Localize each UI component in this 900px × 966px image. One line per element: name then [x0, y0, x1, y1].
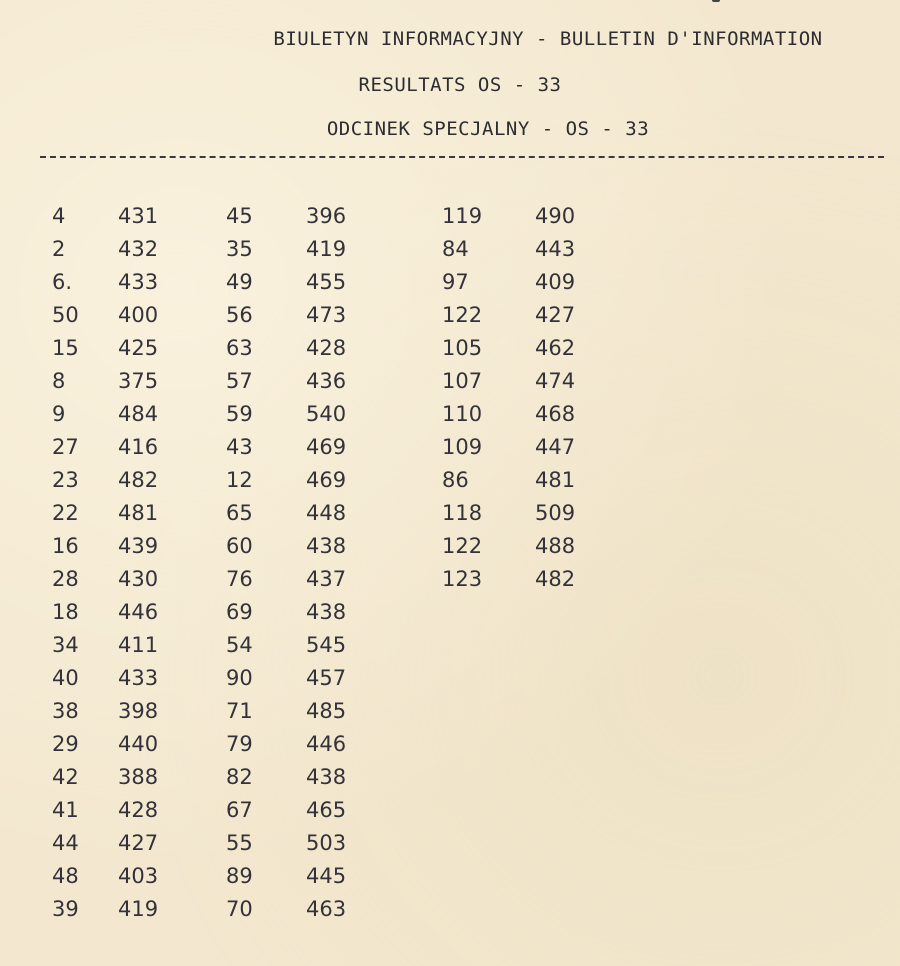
result-cell: 463	[306, 897, 347, 921]
result-cell: 4	[52, 204, 66, 228]
result-cell: 48	[52, 864, 79, 888]
result-cell: 409	[535, 270, 576, 294]
result-cell: 76	[226, 567, 253, 591]
result-cell: 123	[442, 567, 483, 591]
result-cell: 419	[306, 237, 347, 261]
results-title: RESULTATS OS - 33	[358, 74, 562, 96]
results-column-3	[226, 200, 253, 926]
result-cell: 448	[306, 501, 347, 525]
result-cell: 43	[226, 435, 253, 459]
result-cell: 35	[226, 237, 253, 261]
result-cell: 82	[226, 765, 253, 789]
result-cell: 67	[226, 798, 253, 822]
results-column-1	[52, 200, 79, 926]
result-cell: 462	[535, 336, 576, 360]
result-cell: 443	[535, 237, 576, 261]
result-cell: 433	[118, 270, 159, 294]
result-cell: 481	[118, 501, 159, 525]
result-cell: 109	[442, 435, 483, 459]
result-cell: 97	[442, 270, 469, 294]
result-cell: 433	[118, 666, 159, 690]
result-cell: 482	[118, 468, 159, 492]
result-cell: 86	[442, 468, 469, 492]
result-cell: 56	[226, 303, 253, 327]
result-cell: 440	[118, 732, 159, 756]
result-cell: 439	[118, 534, 159, 558]
result-cell: 49	[226, 270, 253, 294]
result-cell: 122	[442, 534, 483, 558]
result-cell: 38	[52, 699, 79, 723]
result-cell: 445	[306, 864, 347, 888]
result-cell: 400	[118, 303, 159, 327]
result-cell: 41	[52, 798, 79, 822]
result-cell: 119	[442, 204, 483, 228]
result-cell: 403	[118, 864, 159, 888]
result-cell: 540	[306, 402, 347, 426]
result-cell: 437	[306, 567, 347, 591]
result-cell: 427	[118, 831, 159, 855]
result-cell: 45	[226, 204, 253, 228]
result-cell: 432	[118, 237, 159, 261]
result-cell: 485	[306, 699, 347, 723]
result-cell: 27	[52, 435, 79, 459]
result-cell: 63	[226, 336, 253, 360]
result-cell: 50	[52, 303, 79, 327]
result-cell: 490	[535, 204, 576, 228]
result-cell: 447	[535, 435, 576, 459]
result-cell: 65	[226, 501, 253, 525]
result-cell: 416	[118, 435, 159, 459]
result-cell: 468	[535, 402, 576, 426]
result-cell: 428	[306, 336, 347, 360]
result-cell: 436	[306, 369, 347, 393]
result-cell: 509	[535, 501, 576, 525]
page-mark	[712, 0, 720, 2]
result-cell: 84	[442, 237, 469, 261]
result-cell: 438	[306, 600, 347, 624]
result-cell: 425	[118, 336, 159, 360]
result-cell: 118	[442, 501, 483, 525]
result-cell: 59	[226, 402, 253, 426]
result-cell: 455	[306, 270, 347, 294]
bulletin-title: BIULETYN INFORMACYJNY - BULLETIN D'INFORMATION	[273, 28, 823, 50]
result-cell: 22	[52, 501, 79, 525]
result-cell: 60	[226, 534, 253, 558]
result-cell: 18	[52, 600, 79, 624]
result-cell: 34	[52, 633, 79, 657]
result-cell: 438	[306, 534, 347, 558]
result-cell: 44	[52, 831, 79, 855]
result-cell: 438	[306, 765, 347, 789]
result-cell: 396	[306, 204, 347, 228]
result-cell: 110	[442, 402, 483, 426]
result-cell: 482	[535, 567, 576, 591]
result-cell: 473	[306, 303, 347, 327]
result-cell: 431	[118, 204, 159, 228]
result-cell: 55	[226, 831, 253, 855]
results-column-2	[118, 200, 158, 926]
result-cell: 89	[226, 864, 253, 888]
result-cell: 430	[118, 567, 159, 591]
results-column-6	[535, 200, 575, 596]
result-cell: 39	[52, 897, 79, 921]
results-column-5	[442, 200, 482, 596]
result-cell: 469	[306, 435, 347, 459]
result-cell: 2	[52, 237, 66, 261]
result-cell: 481	[535, 468, 576, 492]
result-cell: 9	[52, 402, 66, 426]
result-cell: 398	[118, 699, 159, 723]
result-cell: 419	[118, 897, 159, 921]
result-cell: 71	[226, 699, 253, 723]
result-cell: 8	[52, 369, 66, 393]
result-cell: 503	[306, 831, 347, 855]
result-cell: 69	[226, 600, 253, 624]
results-column-4	[306, 200, 346, 926]
result-cell: 469	[306, 468, 347, 492]
result-cell: 488	[535, 534, 576, 558]
result-cell: 465	[306, 798, 347, 822]
result-cell: 545	[306, 633, 347, 657]
result-cell: 474	[535, 369, 576, 393]
result-cell: 427	[535, 303, 576, 327]
section-title: ODCINEK SPECJALNY - OS - 33	[326, 118, 650, 140]
result-cell: 105	[442, 336, 483, 360]
result-cell: 107	[442, 369, 483, 393]
result-cell: 29	[52, 732, 79, 756]
result-cell: 15	[52, 336, 79, 360]
result-cell: 388	[118, 765, 159, 789]
result-cell: 70	[226, 897, 253, 921]
result-cell: 446	[306, 732, 347, 756]
result-cell: 42	[52, 765, 79, 789]
result-cell: 16	[52, 534, 79, 558]
result-cell: 6.	[52, 270, 73, 294]
result-cell: 12	[226, 468, 253, 492]
result-cell: 54	[226, 633, 253, 657]
result-cell: 28	[52, 567, 79, 591]
result-cell: 428	[118, 798, 159, 822]
result-cell: 79	[226, 732, 253, 756]
result-cell: 446	[118, 600, 159, 624]
result-cell: 457	[306, 666, 347, 690]
result-cell: 122	[442, 303, 483, 327]
header-divider	[40, 156, 884, 158]
result-cell: 23	[52, 468, 79, 492]
result-cell: 375	[118, 369, 159, 393]
result-cell: 90	[226, 666, 253, 690]
result-cell: 40	[52, 666, 79, 690]
result-cell: 411	[118, 633, 159, 657]
result-cell: 57	[226, 369, 253, 393]
result-cell: 484	[118, 402, 159, 426]
